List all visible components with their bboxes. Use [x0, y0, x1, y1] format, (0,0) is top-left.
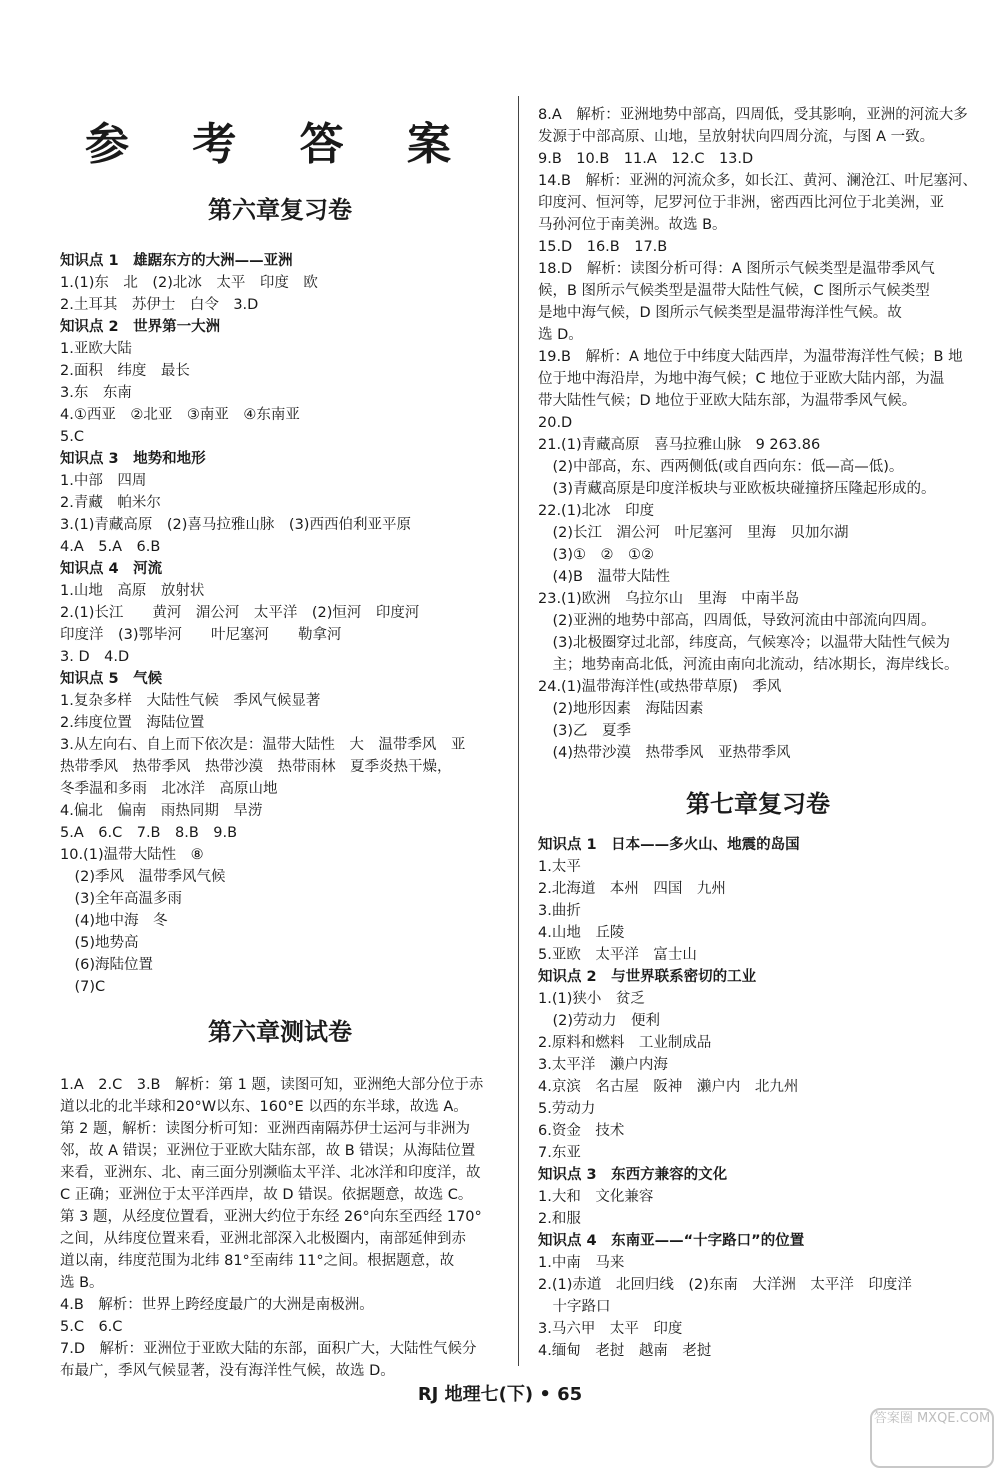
knowledge-point-heading: 知识点 1 日本——多火山、地震的岛国 [538, 837, 800, 853]
answer-line: 1.中部 四周 [60, 473, 147, 489]
answer-line: 1.(1)东 北 (2)北冰 太平 印度 欧 [60, 275, 318, 291]
answer-line: 4.①西亚 ②北亚 ③南亚 ④东南亚 [60, 407, 300, 423]
answer-line: (4)地中海 冬 [60, 913, 168, 929]
answer-line: 邻，故 A 错误；亚洲位于亚欧大陆东部，故 B 错误；从海陆位置 [60, 1143, 476, 1159]
answer-line: 23.(1)欧洲 乌拉尔山 里海 中南半岛 [538, 591, 800, 607]
answer-line: 十字路口 [538, 1299, 611, 1315]
answer-line: 3.(1)青藏高原 (2)喜马拉雅山脉 (3)西西伯利亚平原 [60, 517, 411, 533]
answer-line: 7.东亚 [538, 1145, 581, 1161]
answer-line: 1.(1)狭小 贫乏 [538, 991, 645, 1007]
answer-line: (5)地势高 [60, 935, 139, 951]
answer-line: 24.(1)温带海洋性(或热带草原) 季风 [538, 679, 782, 695]
answer-line: (2)长江 湄公河 叶尼塞河 里海 贝加尔湖 [538, 525, 849, 541]
answer-line: 来看，亚洲东、北、南三面分别濒临太平洋、北冰洋和印度洋，故 [60, 1165, 481, 1181]
answer-line: (3)全年高温多雨 [60, 891, 183, 907]
watermark-text: 答案圈 MXQE.COM [873, 1411, 991, 1426]
answer-line: 发源于中部高原、山地，呈放射状向四周分流，与图 A 一致。 [538, 129, 935, 145]
answer-line: (2)地形因素 海陆因素 [538, 701, 704, 717]
answer-line: 1.中南 马来 [538, 1255, 625, 1271]
answer-line: 8.A 解析：亚洲地势中部高，四周低，受其影响，亚洲的河流大多 [538, 107, 968, 123]
answer-line: 选 B。 [60, 1275, 104, 1291]
answer-line: 4.偏北 偏南 雨热同期 旱涝 [60, 803, 263, 819]
answer-line: 1.山地 高原 放射状 [60, 583, 205, 599]
answer-line: 印度河、恒河等，尼罗河位于非洲，密西西比河位于北美洲，亚 [538, 195, 944, 211]
answer-line: 4.山地 丘陵 [538, 925, 625, 941]
answer-line: 2.土耳其 苏伊士 白令 3.D [60, 297, 259, 313]
answer-line: 10.(1)温带大陆性 ⑧ [60, 847, 204, 863]
answer-line: 4.A 5.A 6.B [60, 539, 161, 555]
answer-line: 2.面积 纬度 最长 [60, 363, 190, 379]
answer-line: 21.(1)青藏高原 喜马拉雅山脉 9 263.86 [538, 437, 821, 453]
answer-line: 2.纬度位置 海陆位置 [60, 715, 205, 731]
answer-line: 1.复杂多样 大陆性气候 季风气候显著 [60, 693, 321, 709]
answer-line: 20.D [538, 415, 573, 431]
answer-line: 7.D 解析：亚洲位于亚欧大陆的东部，面积广大，大陆性气候分 [60, 1341, 477, 1357]
answer-line: 5.C [60, 429, 84, 445]
answer-line: 4.缅甸 老挝 越南 老挝 [538, 1343, 712, 1359]
answer-line: 2.原料和燃料 工业制成品 [538, 1035, 712, 1051]
knowledge-point-heading: 知识点 2 世界第一大洲 [60, 319, 221, 335]
answer-line: 5.亚欧 太平洋 富士山 [538, 947, 697, 963]
answer-line: 2.(1)赤道 北回归线 (2)东南 大洋洲 太平洋 印度洋 [538, 1277, 912, 1293]
watermark-logo [870, 1408, 994, 1468]
answer-line: 带大陆性气候；D 地位于亚欧大陆东部，为温带季风气候。 [538, 393, 917, 409]
answer-line: (3)① ② ①② [538, 547, 655, 563]
answer-line: 3.从左向右、自上而下依次是：温带大陆性 大 温带季风 亚 [60, 737, 466, 753]
answer-line: 2.和服 [538, 1211, 581, 1227]
answer-line: (4)B 温带大陆性 [538, 569, 670, 585]
page-footer: RJ 地理七(下) • 65 [417, 1384, 583, 1405]
answer-line: 主；地势南高北低，河流由南向北流动，结冰期长，海岸线长。 [538, 657, 959, 673]
section-title-ch6-review: 第六章复习卷 [208, 196, 352, 224]
knowledge-point-heading: 知识点 2 与世界联系密切的工业 [538, 969, 757, 985]
knowledge-point-heading: 知识点 3 东西方兼容的文化 [538, 1167, 728, 1183]
answer-line: 第 2 题，解析：读图分析可知：亚洲西南隔苏伊士运河与非洲为 [60, 1121, 470, 1137]
answer-line: (2)中部高，东、西两侧低(或自西向东：低—高—低)。 [538, 459, 904, 475]
answer-line: 之间，从纬度位置来看，亚洲北部深入北极圈内，南部延伸到赤 [60, 1231, 466, 1247]
answer-line: 1.A 2.C 3.B 解析：第 1 题，读图可知，亚洲绝大部分位于赤 [60, 1077, 484, 1093]
section-title-ch6-test: 第六章测试卷 [208, 1018, 352, 1046]
answer-line: 9.B 10.B 11.A 12.C 13.D [538, 151, 754, 167]
answer-line: 3. D 4.D [60, 649, 130, 665]
answer-line: 道以北的北半球和20°W以东、160°E 以西的东半球，故选 A。 [60, 1099, 468, 1115]
answer-line: 22.(1)北冰 印度 [538, 503, 655, 519]
answer-line: 1.亚欧大陆 [60, 341, 132, 357]
answer-line: (3)青藏高原是印度洋板块与亚欧板块碰撞挤压隆起形成的。 [538, 481, 936, 497]
answer-line: (3)乙 夏季 [538, 723, 632, 739]
answer-line: 2.(1)长江 黄河 湄公河 太平洋 (2)恒河 印度河 [60, 605, 420, 621]
answer-line: 3.太平洋 濑户内海 [538, 1057, 668, 1073]
answer-line: 19.B 解析：A 地位于中纬度大陆西岸，为温带海洋性气候；B 地 [538, 349, 963, 365]
knowledge-point-heading: 知识点 4 东南亚——“十字路口”的位置 [538, 1233, 805, 1249]
answer-line: 冬季温和多雨 北冰洋 高原山地 [60, 781, 278, 797]
answer-line: 5.C 6.C [60, 1319, 123, 1335]
knowledge-point-heading: 知识点 1 雄踞东方的大洲——亚洲 [60, 253, 293, 269]
answer-line: 2.青藏 帕米尔 [60, 495, 161, 511]
answer-line: (7)C [60, 979, 106, 995]
answer-line: C 正确；亚洲位于太平洋西岸，故 D 错误。依据题意，故选 C。 [60, 1187, 473, 1203]
answer-line: 14.B 解析：亚洲的河流众多，如长江、黄河、澜沧江、叶尼塞河、 [538, 173, 978, 189]
answer-line: 4.京滨 名古屋 阪神 濑户内 北九州 [538, 1079, 799, 1095]
answer-line: (4)热带沙漠 热带季风 亚热带季风 [538, 745, 791, 761]
answer-line: 是地中海气候，D 图所示气候类型是温带海洋性气候。故 [538, 305, 902, 321]
answer-line: 选 D。 [538, 327, 583, 343]
answer-line: 5.劳动力 [538, 1101, 596, 1117]
answer-line: 布最广，季风气候显著，没有海洋性气候，故选 D。 [60, 1363, 395, 1379]
answer-line: 1.大和 文化兼容 [538, 1189, 654, 1205]
answer-line: 3.东 东南 [60, 385, 132, 401]
page-title: 参 考 答 案 [85, 119, 475, 170]
answer-line: (3)北极圈穿过北部，纬度高，气候寒冷；以温带大陆性气候为 [538, 635, 951, 651]
answer-line: 印度洋 (3)鄂毕河 叶尼塞河 勒拿河 [60, 627, 342, 643]
knowledge-point-heading: 知识点 3 地势和地形 [60, 451, 206, 467]
answer-line: 马孙河位于南美洲。故选 B。 [538, 217, 727, 233]
answer-line: 3.马六甲 太平 印度 [538, 1321, 683, 1337]
answer-line: 15.D 16.B 17.B [538, 239, 668, 255]
answer-line: 热带季风 热带季风 热带沙漠 热带雨林 夏季炎热干燥， [60, 759, 452, 775]
knowledge-point-heading: 知识点 4 河流 [60, 561, 163, 577]
answer-line: 18.D 解析：读图分析可得：A 图所示气候类型是温带季风气 [538, 261, 935, 277]
answer-line: 4.B 解析：世界上跨经度最广的大洲是南极洲。 [60, 1297, 374, 1313]
answer-line: 1.太平 [538, 859, 581, 875]
answer-line: 道以南，纬度范围为北纬 81°至南纬 11°之间。根据题意，故 [60, 1253, 455, 1269]
answer-line: 第 3 题，从经度位置看，亚洲大约位于东经 26°向东至西经 170° [60, 1209, 482, 1225]
section-title-ch7-review: 第七章复习卷 [686, 790, 830, 818]
answer-line: (2)季风 温带季风气候 [60, 869, 226, 885]
answer-line: 2.北海道 本州 四国 九州 [538, 881, 726, 897]
answer-line: 候，B 图所示气候类型是温带大陆性气候，C 图所示气候类型 [538, 283, 930, 299]
knowledge-point-heading: 知识点 5 气候 [60, 671, 163, 687]
answer-line: 6.资金 技术 [538, 1123, 625, 1139]
column-divider [518, 96, 519, 1366]
answer-line: (2)亚洲的地势中部高，四周低，导致河流由中部流向四周。 [538, 613, 936, 629]
answer-line: 5.A 6.C 7.B 8.B 9.B [60, 825, 238, 841]
answer-line: (2)劳动力 便利 [538, 1013, 661, 1029]
answer-line: (6)海陆位置 [60, 957, 154, 973]
answer-line: 3.曲折 [538, 903, 581, 919]
answer-line: 位于地中海沿岸，为地中海气候；C 地位于亚欧大陆内部，为温 [538, 371, 945, 387]
